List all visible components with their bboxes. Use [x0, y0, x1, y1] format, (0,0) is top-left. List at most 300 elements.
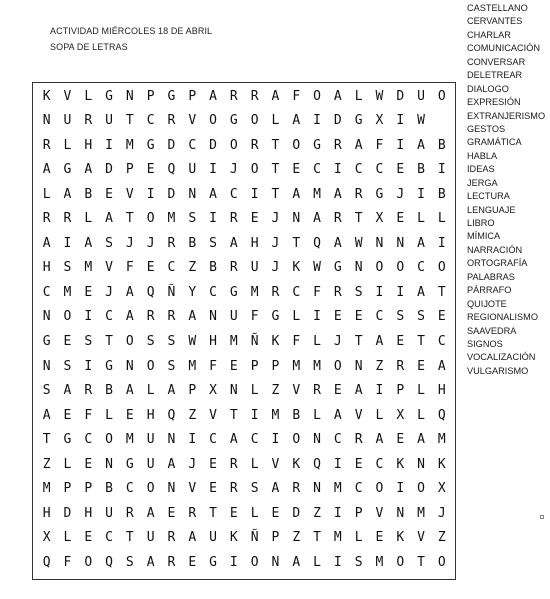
grid-letter[interactable]: I: [146, 186, 155, 202]
grid-letter[interactable]: O: [396, 260, 405, 276]
grid-letter[interactable]: C: [188, 137, 197, 153]
grid-letter[interactable]: K: [271, 334, 280, 349]
grid-letter[interactable]: Y: [188, 284, 197, 300]
grid-letter[interactable]: A: [229, 432, 238, 448]
grid-letter[interactable]: A: [333, 407, 342, 423]
grid-letter[interactable]: L: [292, 309, 301, 325]
grid-letter[interactable]: Z: [375, 358, 384, 374]
grid-letter[interactable]: R: [167, 530, 176, 546]
grid-letter[interactable]: A: [63, 186, 72, 202]
grid-letter[interactable]: V: [188, 113, 197, 129]
grid-letter[interactable]: L: [354, 88, 363, 104]
grid-letter[interactable]: N: [42, 358, 51, 374]
grid-letter[interactable]: T: [125, 211, 134, 227]
grid-letter[interactable]: A: [125, 309, 134, 325]
grid-letter[interactable]: I: [313, 113, 321, 129]
grid-letter[interactable]: D: [396, 88, 405, 104]
grid-letter[interactable]: Q: [42, 554, 51, 570]
grid-letter[interactable]: J: [229, 162, 238, 178]
grid-letter[interactable]: C: [229, 186, 238, 202]
grid-letter[interactable]: F: [292, 88, 301, 104]
grid-letter[interactable]: N: [167, 481, 176, 497]
grid-letter[interactable]: A: [437, 358, 446, 374]
grid-letter[interactable]: C: [84, 432, 93, 448]
grid-letter[interactable]: E: [396, 211, 405, 227]
grid-letter[interactable]: T: [417, 554, 425, 570]
grid-letter[interactable]: N: [229, 383, 238, 399]
grid-letter[interactable]: I: [84, 358, 93, 374]
grid-letter[interactable]: A: [333, 235, 342, 251]
grid-letter[interactable]: O: [292, 432, 301, 448]
grid-letter[interactable]: W: [313, 260, 321, 276]
grid-letter[interactable]: B: [84, 186, 93, 202]
grid-letter[interactable]: G: [146, 137, 155, 153]
grid-letter[interactable]: I: [63, 235, 72, 251]
grid-letter[interactable]: O: [375, 260, 384, 276]
grid-letter[interactable]: D: [292, 505, 301, 521]
grid-letter[interactable]: A: [292, 113, 301, 129]
grid-letter[interactable]: D: [105, 162, 113, 178]
grid-letter[interactable]: Z: [292, 530, 301, 546]
grid-letter[interactable]: V: [63, 88, 72, 104]
grid-letter[interactable]: I: [250, 186, 259, 202]
grid-letter[interactable]: B: [417, 162, 425, 178]
grid-letter[interactable]: A: [292, 186, 301, 202]
grid-letter[interactable]: T: [229, 407, 238, 423]
grid-letter[interactable]: A: [417, 432, 425, 448]
grid-letter[interactable]: A: [167, 456, 176, 472]
grid-letter[interactable]: L: [417, 383, 425, 399]
grid-letter[interactable]: A: [333, 88, 342, 104]
grid-letter[interactable]: I: [375, 383, 384, 399]
grid-letter[interactable]: U: [105, 113, 113, 129]
grid-letter[interactable]: B: [292, 407, 301, 423]
grid-letter[interactable]: M: [333, 481, 342, 497]
grid-letter[interactable]: I: [250, 407, 259, 423]
grid-letter[interactable]: R: [333, 284, 342, 300]
grid-letter[interactable]: M: [375, 554, 384, 570]
grid-letter[interactable]: O: [250, 113, 259, 129]
grid-letter[interactable]: M: [292, 358, 301, 374]
grid-letter[interactable]: G: [105, 358, 113, 374]
grid-letter[interactable]: W: [417, 113, 425, 129]
grid-letter[interactable]: L: [250, 505, 259, 521]
grid-letter[interactable]: A: [146, 505, 155, 521]
grid-letter[interactable]: B: [209, 260, 217, 276]
grid-letter[interactable]: C: [42, 284, 51, 300]
grid-letter[interactable]: Ñ: [250, 530, 259, 546]
grid-letter[interactable]: E: [354, 309, 363, 325]
grid-letter[interactable]: I: [375, 284, 384, 300]
grid-letter[interactable]: S: [105, 235, 113, 251]
grid-letter[interactable]: C: [417, 260, 425, 276]
grid-letter[interactable]: I: [105, 137, 113, 153]
grid-letter[interactable]: R: [292, 481, 301, 497]
grid-letter[interactable]: Z: [437, 530, 446, 546]
grid-letter[interactable]: N: [42, 309, 51, 325]
grid-letter[interactable]: F: [375, 137, 384, 153]
grid-letter[interactable]: A: [188, 530, 197, 546]
grid-letter[interactable]: A: [229, 235, 238, 251]
grid-letter[interactable]: I: [437, 162, 446, 178]
grid-letter[interactable]: M: [42, 481, 51, 497]
grid-letter[interactable]: D: [167, 137, 176, 153]
grid-letter[interactable]: A: [209, 88, 217, 104]
grid-letter[interactable]: E: [417, 358, 425, 374]
grid-letter[interactable]: L: [417, 407, 425, 423]
grid-letter[interactable]: G: [63, 432, 72, 448]
grid-letter[interactable]: I: [417, 186, 425, 202]
grid-letter[interactable]: R: [354, 432, 363, 448]
grid-letter[interactable]: A: [313, 211, 321, 227]
grid-letter[interactable]: U: [146, 432, 155, 448]
grid-letter[interactable]: E: [63, 334, 72, 349]
grid-letter[interactable]: A: [167, 383, 176, 399]
grid-letter[interactable]: G: [271, 309, 280, 325]
grid-letter[interactable]: S: [84, 334, 93, 349]
grid-letter[interactable]: J: [188, 456, 197, 472]
grid-letter[interactable]: L: [354, 530, 363, 546]
grid-letter[interactable]: V: [271, 456, 280, 472]
grid-letter[interactable]: R: [229, 88, 238, 104]
grid-letter[interactable]: M: [333, 530, 342, 546]
grid-letter[interactable]: I: [333, 456, 342, 472]
grid-letter[interactable]: S: [63, 260, 72, 276]
grid-letter[interactable]: G: [229, 113, 238, 129]
grid-letter[interactable]: T: [271, 186, 280, 202]
grid-letter[interactable]: C: [105, 309, 113, 325]
grid-letter[interactable]: E: [63, 407, 72, 423]
grid-letter[interactable]: E: [396, 432, 405, 448]
grid-letter[interactable]: J: [396, 186, 405, 202]
grid-letter[interactable]: H: [146, 407, 155, 423]
grid-letter[interactable]: T: [313, 530, 321, 546]
grid-letter[interactable]: H: [84, 137, 93, 153]
grid-letter[interactable]: Z: [313, 505, 321, 521]
grid-letter[interactable]: U: [229, 309, 238, 325]
grid-letter[interactable]: R: [125, 505, 134, 521]
grid-letter[interactable]: R: [354, 186, 363, 202]
grid-letter[interactable]: V: [375, 505, 384, 521]
grid-letter[interactable]: R: [250, 88, 259, 104]
grid-letter[interactable]: F: [209, 358, 217, 374]
grid-letter[interactable]: M: [271, 407, 280, 423]
grid-letter[interactable]: I: [333, 162, 342, 178]
grid-letter[interactable]: C: [354, 481, 363, 497]
grid-letter[interactable]: H: [42, 505, 51, 521]
grid-letter[interactable]: E: [396, 162, 405, 178]
grid-letter[interactable]: B: [437, 137, 446, 153]
grid-letter[interactable]: O: [146, 211, 155, 227]
grid-letter[interactable]: M: [437, 432, 446, 448]
grid-letter[interactable]: G: [125, 456, 134, 472]
grid-letter[interactable]: A: [354, 383, 363, 399]
grid-letter[interactable]: A: [42, 235, 51, 251]
grid-letter[interactable]: P: [63, 481, 72, 497]
grid-letter[interactable]: V: [105, 260, 113, 276]
grid-letter[interactable]: Z: [188, 260, 197, 276]
grid-letter[interactable]: E: [84, 456, 93, 472]
grid-letter[interactable]: A: [209, 186, 217, 202]
grid-letter[interactable]: Q: [313, 235, 321, 251]
grid-letter[interactable]: X: [396, 407, 405, 423]
grid-letter[interactable]: R: [167, 309, 176, 325]
grid-letter[interactable]: A: [42, 162, 51, 178]
grid-letter[interactable]: N: [167, 432, 176, 448]
grid-letter[interactable]: O: [437, 260, 446, 276]
grid-letter[interactable]: V: [188, 481, 197, 497]
grid-letter[interactable]: L: [313, 554, 321, 570]
grid-letter[interactable]: N: [396, 235, 405, 251]
grid-letter[interactable]: N: [209, 309, 217, 325]
grid-letter[interactable]: A: [375, 334, 384, 349]
grid-letter[interactable]: T: [437, 284, 446, 300]
grid-letter[interactable]: N: [188, 186, 197, 202]
grid-letter[interactable]: R: [313, 383, 321, 399]
grid-letter[interactable]: I: [396, 137, 405, 153]
grid-letter[interactable]: U: [105, 505, 113, 521]
grid-letter[interactable]: I: [229, 554, 238, 570]
grid-letter[interactable]: K: [437, 456, 446, 472]
grid-letter[interactable]: C: [209, 284, 217, 300]
grid-letter[interactable]: W: [354, 235, 363, 251]
grid-letter[interactable]: M: [188, 358, 197, 374]
grid-letter[interactable]: I: [396, 113, 405, 129]
grid-letter[interactable]: F: [63, 554, 72, 570]
grid-letter[interactable]: R: [84, 383, 93, 399]
grid-letter[interactable]: A: [146, 554, 155, 570]
grid-letter[interactable]: A: [125, 284, 134, 300]
grid-letter[interactable]: L: [250, 456, 259, 472]
grid-letter[interactable]: I: [209, 162, 217, 178]
grid-letter[interactable]: N: [125, 88, 134, 104]
grid-letter[interactable]: O: [146, 481, 155, 497]
grid-letter[interactable]: X: [42, 530, 51, 546]
grid-letter[interactable]: A: [417, 137, 425, 153]
grid-letter[interactable]: G: [229, 284, 238, 300]
grid-letter[interactable]: A: [354, 137, 363, 153]
grid-letter[interactable]: M: [167, 211, 176, 227]
grid-letter[interactable]: Q: [105, 554, 113, 570]
grid-letter[interactable]: R: [271, 284, 280, 300]
grid-letter[interactable]: D: [167, 186, 176, 202]
grid-letter[interactable]: M: [313, 358, 321, 374]
grid-letter[interactable]: E: [84, 284, 93, 300]
grid-letter[interactable]: L: [313, 334, 321, 349]
grid-letter[interactable]: J: [333, 334, 342, 349]
grid-letter[interactable]: S: [167, 358, 176, 374]
grid-letter[interactable]: I: [333, 554, 342, 570]
grid-letter[interactable]: A: [63, 383, 72, 399]
grid-letter[interactable]: R: [167, 554, 176, 570]
grid-letter[interactable]: R: [146, 309, 155, 325]
grid-letter[interactable]: Z: [42, 456, 51, 472]
grid-letter[interactable]: U: [146, 530, 155, 546]
grid-letter[interactable]: P: [354, 505, 363, 521]
grid-letter[interactable]: X: [375, 113, 384, 129]
grid-letter[interactable]: E: [333, 383, 342, 399]
grid-letter[interactable]: O: [417, 481, 425, 497]
grid-letter[interactable]: C: [333, 432, 342, 448]
grid-letter[interactable]: D: [63, 505, 72, 521]
grid-letter[interactable]: L: [417, 211, 425, 227]
grid-letter[interactable]: O: [125, 334, 134, 349]
grid-letter[interactable]: A: [375, 432, 384, 448]
grid-letter[interactable]: A: [292, 554, 301, 570]
grid-letter[interactable]: C: [313, 162, 321, 178]
grid-letter[interactable]: S: [250, 481, 259, 497]
grid-letter[interactable]: I: [188, 432, 197, 448]
grid-letter[interactable]: R: [63, 211, 72, 227]
grid-letter[interactable]: W: [188, 334, 197, 349]
grid-letter[interactable]: R: [42, 211, 51, 227]
grid-letter[interactable]: P: [271, 530, 280, 546]
grid-letter[interactable]: E: [437, 309, 446, 325]
grid-letter[interactable]: U: [146, 456, 155, 472]
grid-letter[interactable]: O: [146, 358, 155, 374]
grid-letter[interactable]: G: [375, 186, 384, 202]
grid-letter[interactable]: K: [229, 530, 238, 546]
grid-letter[interactable]: R: [333, 137, 342, 153]
grid-letter[interactable]: O: [292, 137, 301, 153]
grid-letter[interactable]: R: [396, 358, 405, 374]
grid-letter[interactable]: C: [292, 284, 301, 300]
grid-letter[interactable]: A: [125, 383, 134, 399]
grid-letter[interactable]: F: [250, 309, 259, 325]
grid-letter[interactable]: E: [209, 481, 217, 497]
grid-letter[interactable]: E: [292, 162, 301, 178]
grid-letter[interactable]: C: [375, 162, 384, 178]
grid-letter[interactable]: B: [105, 481, 113, 497]
grid-letter[interactable]: Ñ: [250, 334, 259, 349]
grid-letter[interactable]: O: [375, 481, 384, 497]
grid-letter[interactable]: B: [188, 235, 197, 251]
grid-letter[interactable]: N: [354, 260, 363, 276]
grid-letter[interactable]: G: [167, 88, 176, 104]
grid-letter[interactable]: A: [333, 186, 342, 202]
grid-letter[interactable]: F: [292, 334, 301, 349]
grid-letter[interactable]: T: [42, 432, 51, 448]
grid-letter[interactable]: R: [42, 137, 51, 153]
grid-letter[interactable]: L: [84, 211, 93, 227]
grid-letter[interactable]: J: [437, 505, 446, 521]
grid-letter[interactable]: B: [437, 186, 446, 202]
grid-letter[interactable]: P: [271, 358, 280, 374]
grid-letter[interactable]: T: [271, 137, 280, 153]
grid-letter[interactable]: P: [188, 383, 197, 399]
grid-letter[interactable]: T: [354, 334, 363, 349]
grid-letter[interactable]: A: [42, 407, 51, 423]
grid-letter[interactable]: C: [125, 481, 134, 497]
grid-letter[interactable]: M: [250, 284, 259, 300]
grid-letter[interactable]: S: [167, 334, 176, 349]
grid-letter[interactable]: Z: [271, 383, 280, 399]
grid-letter[interactable]: S: [209, 235, 217, 251]
grid-letter[interactable]: O: [105, 432, 113, 448]
grid-letter[interactable]: O: [250, 162, 259, 178]
grid-letter[interactable]: U: [209, 530, 217, 546]
grid-letter[interactable]: S: [354, 284, 363, 300]
grid-letter[interactable]: M: [125, 137, 134, 153]
grid-letter[interactable]: S: [396, 309, 405, 325]
grid-letter[interactable]: O: [437, 88, 446, 104]
grid-letter[interactable]: I: [396, 284, 405, 300]
grid-letter[interactable]: P: [188, 88, 197, 104]
grid-letter[interactable]: N: [105, 456, 113, 472]
grid-letter[interactable]: T: [292, 235, 301, 251]
grid-letter[interactable]: E: [125, 407, 134, 423]
grid-letter[interactable]: Q: [167, 162, 176, 178]
grid-letter[interactable]: Q: [146, 284, 155, 300]
grid-letter[interactable]: O: [313, 88, 321, 104]
grid-letter[interactable]: S: [125, 554, 134, 570]
grid-letter[interactable]: E: [333, 309, 342, 325]
grid-letter[interactable]: L: [42, 186, 51, 202]
grid-letter[interactable]: A: [417, 284, 425, 300]
grid-letter[interactable]: V: [209, 407, 217, 423]
grid-letter[interactable]: C: [167, 260, 176, 276]
grid-letter[interactable]: L: [146, 383, 155, 399]
grid-letter[interactable]: H: [437, 383, 446, 399]
grid-letter[interactable]: R: [250, 137, 259, 153]
grid-letter[interactable]: E: [354, 456, 363, 472]
grid-letter[interactable]: R: [229, 456, 238, 472]
grid-letter[interactable]: V: [292, 383, 301, 399]
grid-letter[interactable]: U: [417, 88, 425, 104]
grid-letter[interactable]: R: [229, 260, 238, 276]
grid-letter[interactable]: R: [333, 211, 342, 227]
grid-letter[interactable]: U: [63, 113, 72, 129]
grid-letter[interactable]: O: [84, 554, 93, 570]
grid-letter[interactable]: K: [396, 456, 405, 472]
grid-letter[interactable]: K: [292, 260, 301, 276]
grid-letter[interactable]: N: [42, 113, 51, 129]
grid-letter[interactable]: T: [417, 334, 425, 349]
grid-letter[interactable]: L: [84, 88, 93, 104]
grid-letter[interactable]: C: [375, 456, 384, 472]
grid-letter[interactable]: J: [105, 284, 113, 300]
grid-letter[interactable]: E: [229, 505, 238, 521]
grid-letter[interactable]: K: [42, 88, 51, 104]
grid-letter[interactable]: S: [417, 309, 425, 325]
grid-letter[interactable]: P: [125, 162, 134, 178]
grid-letter[interactable]: Z: [188, 407, 197, 423]
grid-letter[interactable]: R: [167, 235, 176, 251]
grid-letter[interactable]: V: [354, 407, 363, 423]
grid-letter[interactable]: C: [437, 334, 446, 349]
grid-letter[interactable]: E: [188, 554, 197, 570]
grid-letter[interactable]: J: [125, 235, 134, 251]
grid-letter[interactable]: A: [84, 162, 93, 178]
grid-letter[interactable]: H: [84, 505, 93, 521]
grid-letter[interactable]: O: [63, 309, 72, 325]
grid-letter[interactable]: T: [105, 334, 113, 349]
grid-letter[interactable]: I: [271, 432, 280, 448]
grid-letter[interactable]: Q: [313, 456, 321, 472]
grid-letter[interactable]: E: [271, 505, 280, 521]
grid-letter[interactable]: L: [375, 407, 384, 423]
grid-letter[interactable]: O: [437, 554, 446, 570]
grid-letter[interactable]: W: [375, 88, 384, 104]
grid-letter[interactable]: M: [125, 432, 134, 448]
grid-letter[interactable]: H: [250, 235, 259, 251]
grid-letter[interactable]: T: [125, 113, 134, 129]
grid-letter[interactable]: A: [105, 211, 113, 227]
grid-letter[interactable]: O: [333, 358, 342, 374]
grid-letter[interactable]: G: [209, 554, 217, 570]
grid-letter[interactable]: G: [42, 334, 51, 349]
grid-letter[interactable]: Q: [437, 407, 446, 423]
